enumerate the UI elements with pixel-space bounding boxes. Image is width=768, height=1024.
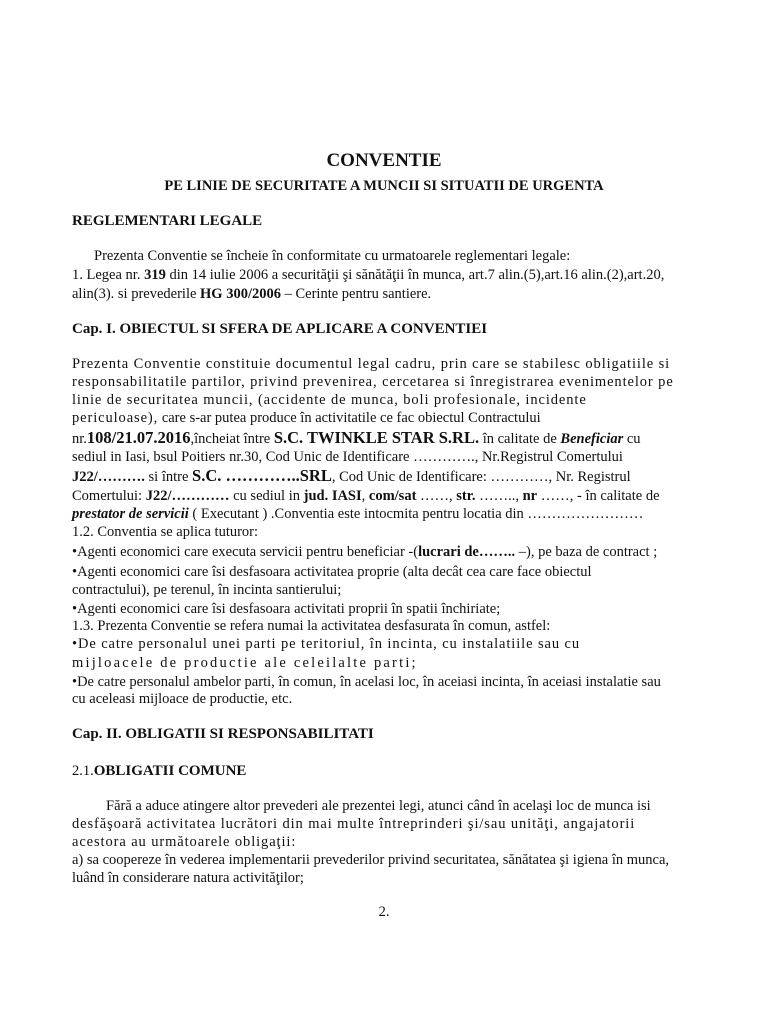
cap2-line-1: Fără a aduce atingere altor prevederi ale prezentei legi, atunci când în acelaşi loc de munca isi	[106, 798, 651, 814]
cap1-line-7: J22/………. si între S.C. …………..SRL, Cod Unic de Identificare: …………, Nr. Registrul	[72, 466, 631, 485]
section-heading-legal: REGLEMENTARI LEGALE	[72, 213, 263, 229]
legal-intro: Prezenta Conventie se încheie în conformitate cu urmatoarele reglementari legale:	[94, 248, 571, 264]
cap1-line-6: sediul in Iasi, bsul Poitiers nr.30, Cod Unic de Identificare …………., Nr.Registrul Comertului	[72, 449, 623, 465]
cap2-line-3: acestora au următoarele obligaţii:	[72, 834, 297, 850]
legal-line-2: alin(3). si prevederile HG 300/2006 – Cerinte pentru santiere.	[72, 286, 432, 302]
cap1-bullet-5: •De catre personalul ambelor parti, în comun, în acelasi loc, în aceiasi incinta, în aceiasi instalatie sau	[72, 674, 661, 690]
cap1-line-4: periculoase), care s-ar putea produce în activitatile ce fac obiectul Contractului	[72, 410, 541, 426]
legal-line-1: 1. Legea nr. 319 din 14 iulie 2006 a securităţii şi sănătăţii în munca, art.7 alin.(5),art.16 alin.(2),art.20,	[72, 267, 665, 283]
cap1-subsection-1-2: 1.2. Conventia se aplica tuturor:	[72, 524, 259, 540]
cap1-line-8: Comertului: J22/………… cu sediul in jud. IASI, com/sat ……, str. …….., nr ……, - în calitate de	[72, 488, 660, 504]
cap1-line-1: Prezenta Conventie constituie documentul legal cadru, prin care se stabilesc obligatiile si	[72, 356, 671, 372]
cap1-line-2: responsabilitatile partilor, privind prevenirea, cercetarea si înregistrarea evenimentelor pe	[72, 374, 674, 390]
cap2-subsection-2-1: 2.1.OBLIGATII COMUNE	[72, 763, 247, 779]
chapter-2-heading: Cap. II. OBLIGATII SI RESPONSABILITATI	[72, 726, 374, 742]
cap1-bullet-5-cont: cu aceleasi mijloace de productie, etc.	[72, 691, 293, 707]
cap2-line-4: a) sa coopereze în vederea implementarii prevederilor privind securitatea, sănătatea şi igiena în munca,	[72, 852, 670, 868]
cap1-bullet-4-cont: mijloacele de productie ale celeilalte parti;	[72, 655, 418, 671]
cap1-line-3: linie de securitatea muncii, (accidente de munca, boli profesionale, incidente	[72, 392, 587, 408]
cap1-subsection-1-3: 1.3. Prezenta Conventie se refera numai la activitatea desfasurata în comun, astfel:	[72, 618, 551, 634]
cap1-bullet-2: •Agenti economici care îsi desfasoara activitatea proprie (alta decât cea care face obiectul	[72, 564, 592, 580]
cap1-line-9: prestator de servicii ( Executant ) .Conventia este intocmita pentru locatia din ……………………	[72, 506, 644, 522]
page-number: 2.	[378, 904, 390, 920]
cap2-line-2: desfăşoară activitatea lucrători din mai multe întreprinderi şi/sau unităţi, angajatorii	[72, 816, 636, 832]
cap1-bullet-3: •Agenti economici care îsi desfasoara activitati proprii în spatii închiriate;	[72, 601, 501, 617]
chapter-1-heading: Cap. I. OBIECTUL SI SFERA DE APLICARE A CONVENTIEI	[72, 321, 488, 337]
cap1-bullet-2-cont: contractului), pe terenul, în incinta santierului;	[72, 582, 342, 598]
cap2-line-5: luând în considerare natura activităţilor;	[72, 870, 304, 886]
cap1-bullet-4: •De catre personalul unei parti pe teritoriul, în incinta, cu instalatiile sau cu	[72, 636, 580, 652]
cap1-bullet-1: •Agenti economici care executa servicii pentru beneficiar -(lucrari de…….. –), pe baza de contract ;	[72, 544, 658, 560]
document-title: CONVENTIE	[326, 150, 442, 171]
document-subtitle: PE LINIE DE SECURITATE A MUNCII SI SITUATII DE URGENTA	[164, 178, 604, 194]
cap1-line-5: nr.108/21.07.2016,încheiat între S.C. TWINKLE STAR S.RL. în calitate de Beneficiar cu	[72, 428, 641, 447]
